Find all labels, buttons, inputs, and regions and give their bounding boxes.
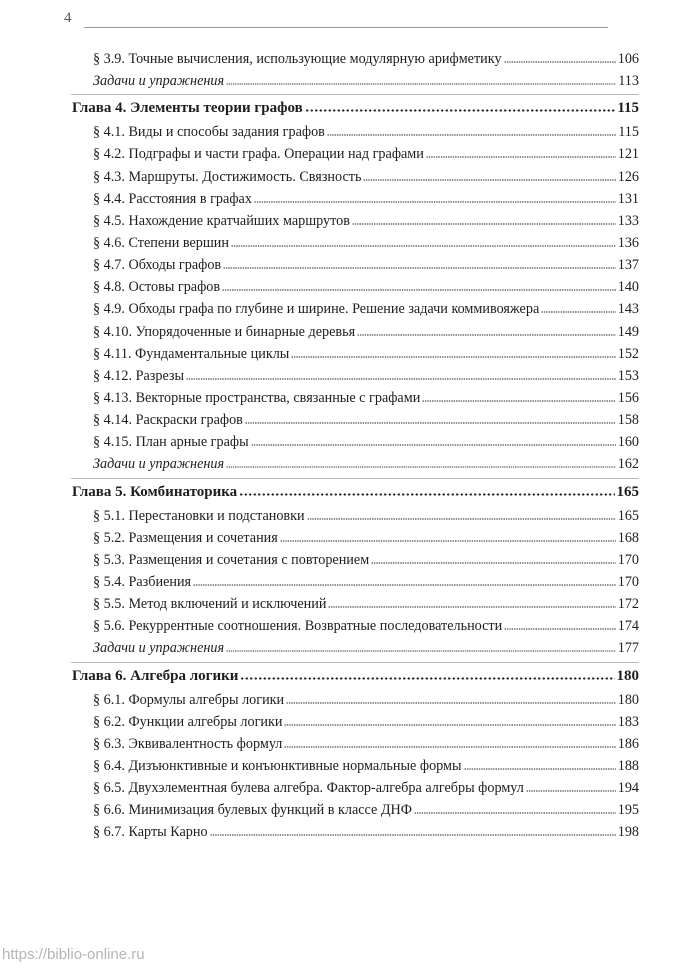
dot-leader bbox=[223, 263, 616, 269]
toc-entry-title: § 4.15. План арные графы bbox=[93, 434, 249, 451]
dot-leader bbox=[226, 462, 616, 468]
toc-entry-title: § 6.3. Эквивалентность формул bbox=[93, 735, 283, 752]
dot-leader bbox=[352, 219, 616, 225]
dot-leader bbox=[254, 197, 616, 203]
toc-entry-title: § 4.3. Маршруты. Достижимость. Связность bbox=[93, 168, 362, 185]
toc-section-entry bbox=[72, 254, 639, 276]
dot-leader bbox=[291, 352, 615, 358]
dot-leader bbox=[193, 580, 616, 586]
dot-leader bbox=[226, 646, 616, 652]
toc-section-entry bbox=[72, 143, 639, 165]
dot-leader bbox=[231, 241, 616, 247]
toc-entry-title: Глава 4. Элементы теории графов bbox=[72, 100, 303, 117]
chapter-separator bbox=[71, 94, 639, 95]
toc-page-number: 194 bbox=[617, 780, 639, 797]
toc-exercises-entry bbox=[72, 70, 639, 92]
dot-leader bbox=[222, 285, 616, 291]
chapter-separator bbox=[71, 662, 639, 663]
toc-section-entry bbox=[72, 777, 639, 799]
toc-section-entry bbox=[72, 365, 639, 387]
toc-page-number: 186 bbox=[617, 735, 639, 752]
toc-section-entry bbox=[72, 615, 639, 637]
toc-entry-title: § 6.1. Формулы алгебры логики bbox=[93, 691, 285, 708]
toc-page-number: 183 bbox=[617, 713, 639, 730]
toc-section-entry bbox=[72, 549, 639, 571]
dot-leader bbox=[186, 374, 616, 380]
toc-section-entry bbox=[72, 733, 639, 755]
toc-entry-title: Задачи и упражнения bbox=[93, 456, 225, 473]
toc-page-number: 170 bbox=[617, 573, 639, 590]
dot-leader bbox=[541, 307, 615, 313]
toc-section-entry bbox=[72, 232, 639, 254]
header-rule bbox=[84, 27, 608, 28]
toc-page-number: 131 bbox=[617, 190, 639, 207]
toc-entry-title: § 4.1. Виды и способы задания графов bbox=[93, 124, 325, 141]
toc-section-entry bbox=[72, 527, 639, 549]
dot-leader bbox=[422, 396, 615, 402]
toc-page-number: 140 bbox=[617, 279, 639, 296]
page-number: 4 bbox=[64, 10, 72, 26]
toc-entry-title: § 5.3. Размещения и сочетания с повторением bbox=[93, 551, 370, 568]
toc-section-entry bbox=[72, 188, 639, 210]
toc-chapter-entry bbox=[72, 96, 639, 121]
toc-entry-title: § 5.6. Рекуррентные соотношения. Возвратные последовательности bbox=[93, 618, 503, 635]
toc-section-entry bbox=[72, 593, 639, 615]
toc-section-entry bbox=[72, 571, 639, 593]
toc-entry-title: Глава 5. Комбинаторика bbox=[72, 483, 238, 500]
dot-leader bbox=[328, 602, 615, 608]
toc-section-entry bbox=[72, 689, 639, 711]
toc-page-number: 168 bbox=[617, 529, 639, 546]
toc-section-entry bbox=[72, 387, 639, 409]
toc-page-number: 153 bbox=[617, 367, 639, 384]
toc-entry-title: § 4.6. Степени вершин bbox=[93, 234, 229, 251]
toc-entry-title: § 4.11. Фундаментальные циклы bbox=[93, 345, 290, 362]
dot-leader bbox=[239, 489, 614, 496]
toc-entry-title: Задачи и упражнения bbox=[93, 73, 225, 90]
toc-section-entry bbox=[72, 276, 639, 298]
toc-section-entry bbox=[72, 755, 639, 777]
dot-leader bbox=[245, 418, 616, 424]
dot-leader bbox=[504, 57, 616, 63]
dot-leader bbox=[371, 558, 616, 564]
toc-entry-title: § 4.13. Векторные пространства, связанные с графами bbox=[93, 389, 421, 406]
toc-page-number: 106 bbox=[617, 51, 639, 67]
toc-entry-title: § 6.5. Двухэлементная булева алгебра. Фактор-алгебра алгебры формул bbox=[93, 780, 524, 797]
toc-entry-title: § 6.2. Функции алгебры логики bbox=[93, 713, 283, 730]
toc-entry-title: § 4.10. Упорядоченные и бинарные деревья bbox=[93, 323, 356, 340]
toc-section-entry bbox=[72, 409, 639, 431]
toc-section-entry bbox=[72, 821, 639, 843]
dot-leader bbox=[426, 152, 616, 158]
toc-page-number: 160 bbox=[617, 434, 639, 451]
toc-page-number: 126 bbox=[617, 168, 639, 185]
table-of-contents bbox=[72, 48, 639, 844]
toc-chapter-entry bbox=[72, 480, 639, 505]
toc-section-entry bbox=[72, 711, 639, 733]
toc-page-number: 195 bbox=[617, 802, 639, 819]
toc-page-number: 149 bbox=[617, 323, 639, 340]
toc-entry-title: § 4.4. Расстояния в графах bbox=[93, 190, 252, 207]
toc-page-number: 170 bbox=[617, 551, 639, 568]
toc-chapter-entry bbox=[72, 664, 639, 689]
toc-entry-title: Задачи и упражнения bbox=[93, 640, 225, 657]
toc-page-number: 198 bbox=[617, 824, 639, 841]
toc-page-number: 143 bbox=[617, 301, 639, 318]
toc-exercises-entry bbox=[72, 637, 639, 659]
dot-leader bbox=[327, 130, 616, 136]
dot-leader bbox=[357, 330, 616, 336]
toc-entry-title: § 6.7. Карты Карно bbox=[93, 824, 208, 841]
toc-page-number: 136 bbox=[617, 234, 639, 251]
toc-page-number: 177 bbox=[617, 640, 639, 657]
toc-page-number: 115 bbox=[617, 100, 639, 117]
dot-leader bbox=[284, 742, 615, 748]
toc-page-number: 156 bbox=[617, 389, 639, 406]
toc-entry-title: § 4.2. Подграфы и части графа. Операции над графами bbox=[93, 146, 424, 163]
toc-entry-title: § 4.12. Разрезы bbox=[93, 367, 185, 384]
dot-leader bbox=[226, 79, 616, 85]
dot-leader bbox=[305, 105, 616, 112]
toc-page-number: 172 bbox=[617, 596, 639, 613]
chapter-separator bbox=[71, 478, 639, 479]
toc-page-number: 133 bbox=[617, 212, 639, 229]
dot-leader bbox=[526, 786, 616, 792]
dot-leader bbox=[251, 440, 616, 446]
dot-leader bbox=[286, 698, 616, 704]
dot-leader bbox=[307, 514, 616, 520]
toc-section-entry bbox=[72, 799, 639, 821]
toc-entry-title: § 6.4. Дизъюнктивные и конъюнктивные нормальные формы bbox=[93, 757, 462, 774]
toc-page-number: 162 bbox=[617, 456, 639, 473]
toc-page-number: 165 bbox=[616, 483, 639, 500]
toc-entry-title: § 4.7. Обходы графов bbox=[93, 257, 222, 274]
dot-leader bbox=[504, 624, 615, 630]
toc-section-entry bbox=[72, 321, 639, 343]
toc-section-entry bbox=[72, 343, 639, 365]
toc-page-number: 137 bbox=[617, 257, 639, 274]
toc-section-entry bbox=[72, 298, 639, 320]
toc-entry-title: § 3.9. Точные вычисления, использующие модулярную арифметику bbox=[93, 51, 502, 67]
toc-page-number: 188 bbox=[617, 757, 639, 774]
toc-exercises-entry bbox=[72, 453, 639, 475]
toc-page-number: 180 bbox=[616, 667, 639, 684]
dot-leader bbox=[280, 536, 616, 542]
toc-entry-title: § 4.14. Раскраски графов bbox=[93, 412, 243, 429]
toc-page-number: 121 bbox=[617, 146, 639, 163]
dot-leader bbox=[284, 720, 615, 726]
toc-entry-title: § 5.1. Перестановки и подстановки bbox=[93, 507, 305, 524]
toc-entry-title: § 4.5. Нахождение кратчайших маршрутов bbox=[93, 212, 350, 229]
toc-entry-title: § 4.9. Обходы графа по глубине и ширине. Решение задачи коммивояжера bbox=[93, 301, 540, 318]
dot-leader bbox=[414, 808, 616, 814]
toc-entry-title: § 5.4. Разбиения bbox=[93, 573, 192, 590]
toc-entry-title: Глава 6. Алгебра логики bbox=[72, 667, 239, 684]
dot-leader bbox=[240, 673, 614, 680]
toc-section-entry bbox=[72, 210, 639, 232]
toc-entry-title: § 6.6. Минимизация булевых функций в классе ДНФ bbox=[93, 802, 412, 819]
toc-section-entry bbox=[72, 431, 639, 453]
toc-entry-title: § 5.2. Размещения и сочетания bbox=[93, 529, 278, 546]
toc-page-number: 180 bbox=[617, 691, 639, 708]
toc-section-entry bbox=[72, 166, 639, 188]
toc-entry-title: § 4.8. Остовы графов bbox=[93, 279, 221, 296]
dot-leader bbox=[464, 764, 616, 770]
toc-page-number: 113 bbox=[618, 73, 639, 90]
dot-leader bbox=[363, 175, 615, 181]
toc-page-number: 165 bbox=[617, 507, 639, 524]
toc-page-number: 158 bbox=[617, 412, 639, 429]
toc-section-entry bbox=[72, 48, 639, 70]
toc-section-entry bbox=[72, 505, 639, 527]
dot-leader bbox=[210, 830, 616, 836]
toc-page-number: 152 bbox=[617, 345, 639, 362]
toc-page-number: 174 bbox=[617, 618, 639, 635]
toc-entry-title: § 5.5. Метод включений и исключений bbox=[93, 596, 327, 613]
toc-page-number: 115 bbox=[618, 124, 639, 141]
toc-section-entry bbox=[72, 121, 639, 143]
watermark-url: https://biblio-online.ru bbox=[2, 946, 145, 963]
